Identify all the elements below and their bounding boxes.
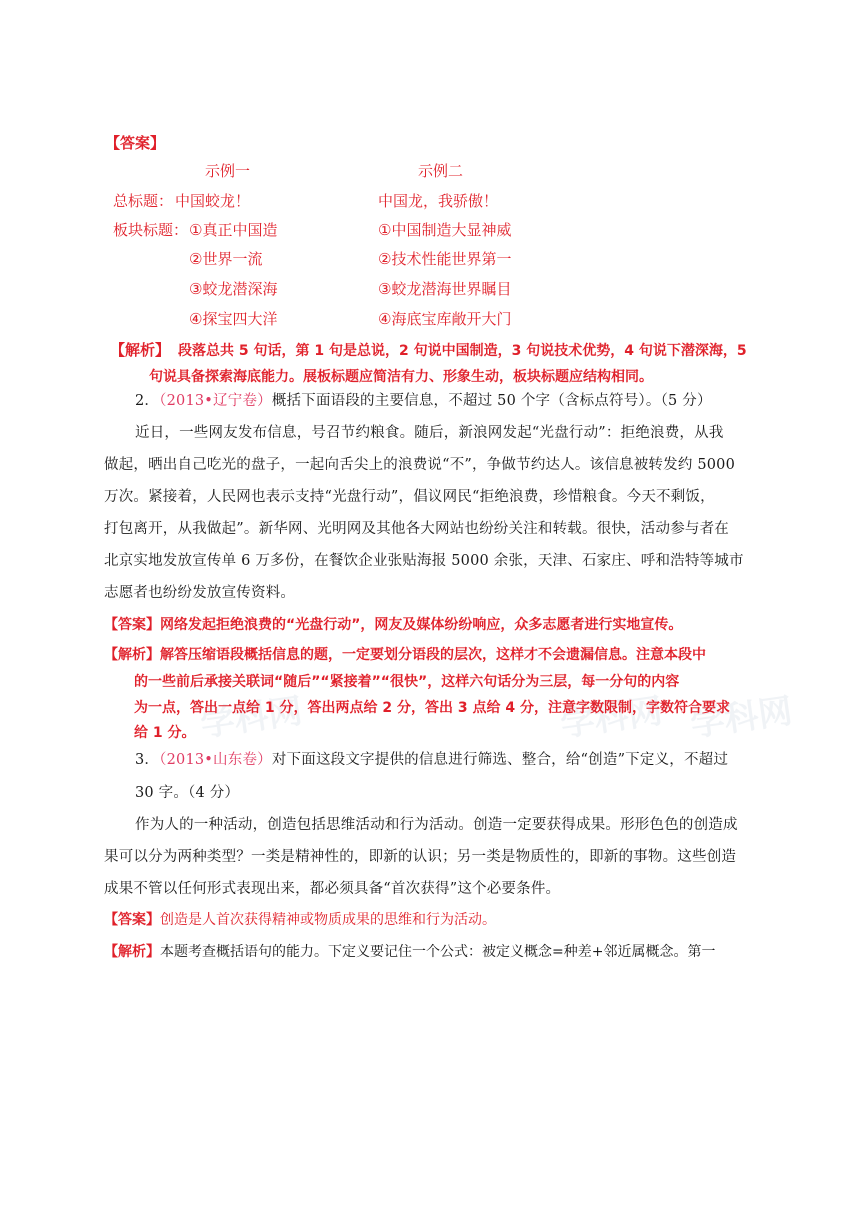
- passage-line: 果可以分为两种类型？一类是精神性的，即新的认识；另一类是物质性的，即新的事物。这些创造: [104, 849, 737, 865]
- passage-line: 成果不管以任何形式表现出来，都必须具备“首次获得”这个必要条件。: [104, 881, 561, 897]
- section-title-2-2: ②技术性能世界第一: [378, 250, 512, 268]
- answer-row: [104, 909, 496, 929]
- question-source: （2013•山东卷）: [159, 752, 272, 768]
- passage-line: 打包离开，从我做起”。新华网、光明网及其他各大网站也纷纷关注和转载。很快，活动参与者在: [104, 521, 730, 537]
- example-one-header: 示例一: [205, 162, 251, 180]
- passage-line: 志愿者也纷纷发放宣传资料。: [104, 585, 296, 601]
- analysis-line: 为一点，答出一点给 1 分，答出两点给 2 分，答出 3 点给 4 分，注意字数限制，字数符合要求: [134, 700, 730, 716]
- question-number: 3．: [135, 752, 160, 768]
- analysis-text: 解答压缩语段概括信息的题，一定要划分语段的层次，这样才不会遗漏信息。注意本段中: [160, 647, 706, 663]
- example-two-header: 示例二: [418, 162, 464, 180]
- passage-line: 做起，晒出自己吃光的盘子，一起向舌尖上的浪费说“不”，争做节约达人。该信息被转发约 5000: [104, 457, 736, 473]
- general-title-label: 总标题：: [113, 192, 174, 210]
- analysis-line-2: 句说具备探索海底能力。展板标题应简洁有力、形象生动，板块标题应结构相同。: [149, 369, 653, 385]
- question-number: 2．: [135, 393, 160, 409]
- answer-label: 【答案】: [105, 134, 166, 152]
- question-3-header: [135, 748, 728, 769]
- passage-line: 北京实地发放宣传单 6 万多份，在餐饮企业张贴海报 5000 余张，天津、石家庄、呼和浩特等城市: [104, 553, 744, 569]
- section-title-2-4: ④海底宝库敞开大门: [378, 310, 512, 328]
- analysis-row: [104, 941, 715, 961]
- passage-line: 作为人的一种活动，创造包括思维活动和行为活动。创造一定要获得成果。形形色色的创造成: [135, 817, 738, 833]
- section-title-1-1: ①真正中国造: [189, 221, 278, 239]
- section-title-1-2: ②世界一流: [189, 250, 263, 268]
- question-text: 对下面这段文字提供的信息进行筛选、整合，给“创造”下定义，不超过: [271, 752, 729, 768]
- section-title-2-1: ①中国制造大显神威: [378, 221, 512, 239]
- section-title-label: 板块标题：: [113, 221, 189, 239]
- analysis-line: 给 1 分。: [134, 725, 196, 741]
- general-title-2: 中国龙，我骄傲！: [378, 192, 499, 210]
- analysis-line-1: 段落总共 5 句话，第 1 句是总说，2 句说中国制造，3 句说技术优势，4 句说下潜深海，5: [178, 343, 747, 359]
- section-title-1-4: ④探宝四大洋: [189, 310, 278, 328]
- question-text: 概括下面语段的主要信息，不超过 50 个字（含标点符号）。（5 分）: [271, 393, 712, 409]
- passage-line: 近日，一些网友发布信息，号召节约粮食。随后，新浪网发起“光盘行动”：拒绝浪费，从我: [135, 425, 724, 441]
- answer-row: [104, 614, 682, 634]
- analysis-label: 【解析】: [104, 944, 160, 960]
- watermark: 学科网: [558, 691, 665, 745]
- answer-label: 【答案】: [104, 912, 160, 928]
- watermark: 学科网: [688, 691, 795, 745]
- analysis-label: 【解析】: [110, 341, 171, 359]
- section-title-2-3: ③蛟龙潜海世界瞩目: [378, 280, 512, 298]
- analysis-label: 【解析】: [104, 647, 160, 663]
- passage-line: 万次。紧接着，人民网也表示支持“光盘行动”，倡议网民“拒绝浪费，珍惜粮食。今天不剩饭，: [104, 489, 715, 505]
- analysis-row: [104, 644, 706, 664]
- question-2-header: [135, 389, 712, 410]
- question-text-line-2: 30 字。（4 分）: [135, 785, 240, 801]
- answer-label: 【答案】: [104, 617, 160, 633]
- analysis-text: 本题考查概括语句的能力。下定义要记住一个公式：被定义概念=种差+邻近属概念。第一: [160, 944, 716, 960]
- answer-text: 网络发起拒绝浪费的“光盘行动”，网友及媒体纷纷响应，众多志愿者进行实地宣传。: [160, 617, 683, 633]
- answer-text: 创造是人首次获得精神或物质成果的思维和行为活动。: [160, 912, 496, 928]
- question-source: （2013•辽宁卷）: [159, 393, 272, 409]
- section-title-1-3: ③蛟龙潜深海: [189, 280, 278, 298]
- watermark: 学科网: [198, 691, 305, 745]
- general-title-1: 中国蛟龙！: [175, 192, 251, 210]
- analysis-line: 的一些前后承接关联词“随后”“紧接着”“很快”，这样六句话分为三层，每一分句的内容: [134, 674, 680, 690]
